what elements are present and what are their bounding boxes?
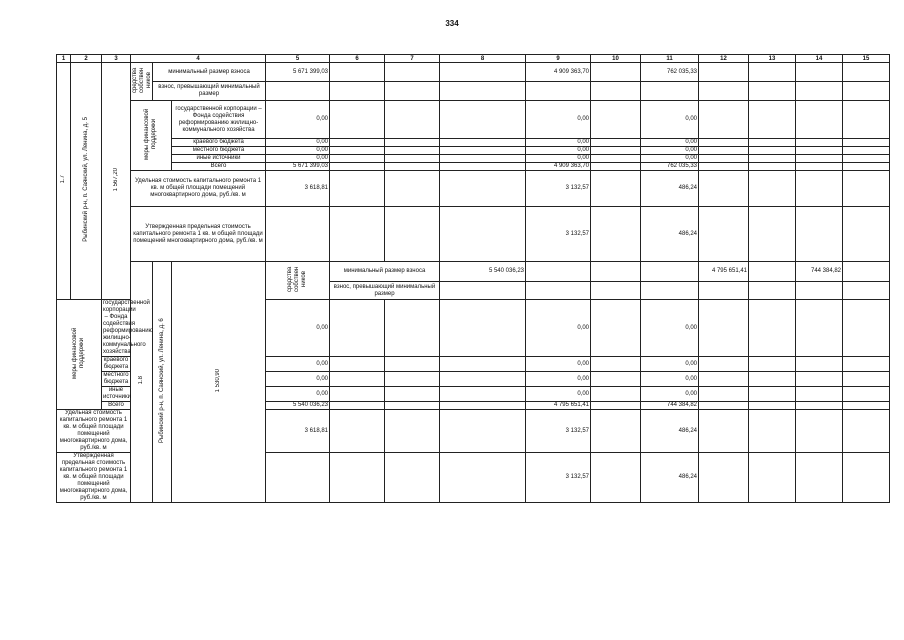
local-label: местного бюджета	[103, 372, 129, 385]
value-cell: 0,00	[526, 387, 591, 402]
limit-cost-label: Утвержденная предельная стоимость капитального ремонта 1 кв. м общей площади помещений многоквартирного дома, руб./кв. м	[131, 207, 266, 262]
page-number: 334	[445, 19, 459, 28]
value-cell: 0,00	[526, 147, 591, 155]
house-area: 1 530,90	[172, 262, 266, 503]
value-cell: 0,00	[526, 300, 591, 357]
header-cell: 4	[131, 55, 266, 63]
value-cell: 5 540 036,23	[266, 402, 330, 410]
value-cell: 486,24	[641, 453, 699, 503]
value-cell: 0,00	[641, 372, 699, 387]
min-contribution-label: минимальный размер взноса	[330, 262, 440, 282]
header-cell: 6	[330, 55, 385, 63]
value-cell: 762 035,33	[641, 163, 699, 171]
limit-cost-label: Утвержденная предельная стоимость капитального ремонта 1 кв. м общей площади помещений многоквартирного дома, руб./кв. м	[57, 453, 131, 503]
fund-label: государственной корпорации – Фонда содействия реформированию жилищно-коммунального хозяйства	[172, 101, 266, 139]
header-cell: 13	[749, 55, 796, 63]
value-cell: 486,24	[641, 171, 699, 207]
value-cell: 0,00	[526, 139, 591, 147]
value-cell: 0,00	[526, 101, 591, 139]
support-label: меры финансовой поддержки	[131, 101, 172, 171]
table-row	[57, 207, 890, 262]
other-label: иные источники	[103, 387, 132, 400]
value-cell: 0,00	[266, 387, 330, 402]
min-contribution-label: минимальный размер взноса	[153, 63, 266, 82]
unit-cost-label: Удельная стоимость капитального ремонта 1 кв. м общей площади помещений многоквартирного дома, руб./кв. м	[131, 171, 266, 207]
value-cell: 0,00	[266, 155, 330, 163]
header-cell: 9	[526, 55, 591, 63]
value-cell: 0,00	[266, 372, 330, 387]
capital-repair-table	[56, 54, 890, 503]
value-cell: 0,00	[266, 300, 330, 357]
value-cell: 4 909 363,70	[526, 163, 591, 171]
value-cell: 5 671 399,03	[266, 63, 330, 82]
value-cell: 0,00	[526, 155, 591, 163]
header-cell: 7	[385, 55, 440, 63]
value-cell: 0,00	[641, 139, 699, 147]
table-row	[57, 163, 890, 171]
value-cell: 0,00	[266, 147, 330, 155]
regional-label: краевого бюджета	[102, 357, 131, 372]
table-row	[57, 147, 890, 155]
value-cell: 5 540 036,23	[440, 262, 526, 282]
value-cell: 0,00	[266, 357, 330, 372]
other-label: иные источники	[172, 155, 266, 163]
regional-label: краевого бюджета	[172, 139, 266, 147]
table-row	[57, 262, 890, 282]
header-cell: 12	[699, 55, 749, 63]
value-cell: 0,00	[641, 155, 699, 163]
house-address: Рыбинский р-н, п. Саянский, ул. Ленина, д. 5	[71, 63, 102, 300]
header-cell: 2	[71, 55, 102, 63]
value-cell: 744 384,82	[796, 262, 843, 282]
value-cell: 3 618,81	[266, 410, 330, 453]
value-cell: 4 909 363,70	[526, 63, 591, 82]
total-label: Всего	[172, 163, 266, 171]
value-cell: 0,00	[266, 101, 330, 139]
local-label: местного бюджета	[172, 147, 266, 155]
value-cell: 0,00	[526, 372, 591, 387]
value-cell: 0,00	[641, 147, 699, 155]
value-cell: 5 671 399,03	[266, 163, 330, 171]
header-cell: 5	[266, 55, 330, 63]
row-number: 1.7	[57, 63, 71, 300]
header-cell: 1	[57, 55, 71, 63]
value-cell: 0,00	[526, 357, 591, 372]
table-row	[57, 155, 890, 163]
own-funds-label: средства собствен ников	[266, 262, 330, 300]
over-min-label: взнос, превышающий минимальный размер	[153, 82, 266, 101]
value-cell: 3 618,81	[266, 171, 330, 207]
header-cell: 8	[440, 55, 526, 63]
house-address: Рыбинский р-н, п. Саянский, ул. Ленина, д. 6	[153, 262, 172, 503]
header-cell: 10	[591, 55, 641, 63]
value-cell: 3 132,57	[526, 410, 591, 453]
row-number: 1.8	[131, 262, 153, 503]
header-cell: 14	[796, 55, 843, 63]
unit-cost-label: Удельная стоимость капитального ремонта 1 кв. м общей площади помещений многоквартирного дома, руб./кв. м	[57, 410, 131, 453]
table-row	[57, 101, 890, 139]
table-row	[57, 63, 890, 82]
table-row	[57, 171, 890, 207]
header-row	[57, 55, 890, 63]
header-cell: 3	[102, 55, 131, 63]
value-cell: 486,24	[641, 207, 699, 262]
value-cell: 744 384,82	[641, 402, 699, 410]
total-label: Всего	[102, 402, 131, 410]
value-cell: 0,00	[641, 357, 699, 372]
value-cell: 762 035,33	[641, 63, 699, 82]
over-min-label: взнос, превышающий минимальный размер	[330, 282, 440, 300]
value-cell: 0,00	[266, 139, 330, 147]
house-area: 1 567,20	[102, 63, 131, 300]
table-row	[57, 139, 890, 147]
header-cell: 15	[843, 55, 890, 63]
value-cell: 3 132,57	[526, 453, 591, 503]
support-label: меры финансовой поддержки	[57, 300, 102, 410]
value-cell: 0,00	[641, 387, 699, 402]
header-cell: 11	[641, 55, 699, 63]
value-cell: 3 132,57	[526, 207, 591, 262]
value-cell: 4 795 651,41	[699, 262, 749, 282]
own-funds-label: средства собствен ников	[131, 63, 153, 101]
table-row	[57, 82, 890, 101]
value-cell: 0,00	[641, 300, 699, 357]
value-cell: 4 795 651,41	[526, 402, 591, 410]
value-cell: 3 132,57	[526, 171, 591, 207]
value-cell: 0,00	[641, 101, 699, 139]
fund-label: государственной корпорации – Фонда содействия реформированию жилищно-коммунального хозяйства	[103, 300, 154, 355]
value-cell: 486,24	[641, 410, 699, 453]
